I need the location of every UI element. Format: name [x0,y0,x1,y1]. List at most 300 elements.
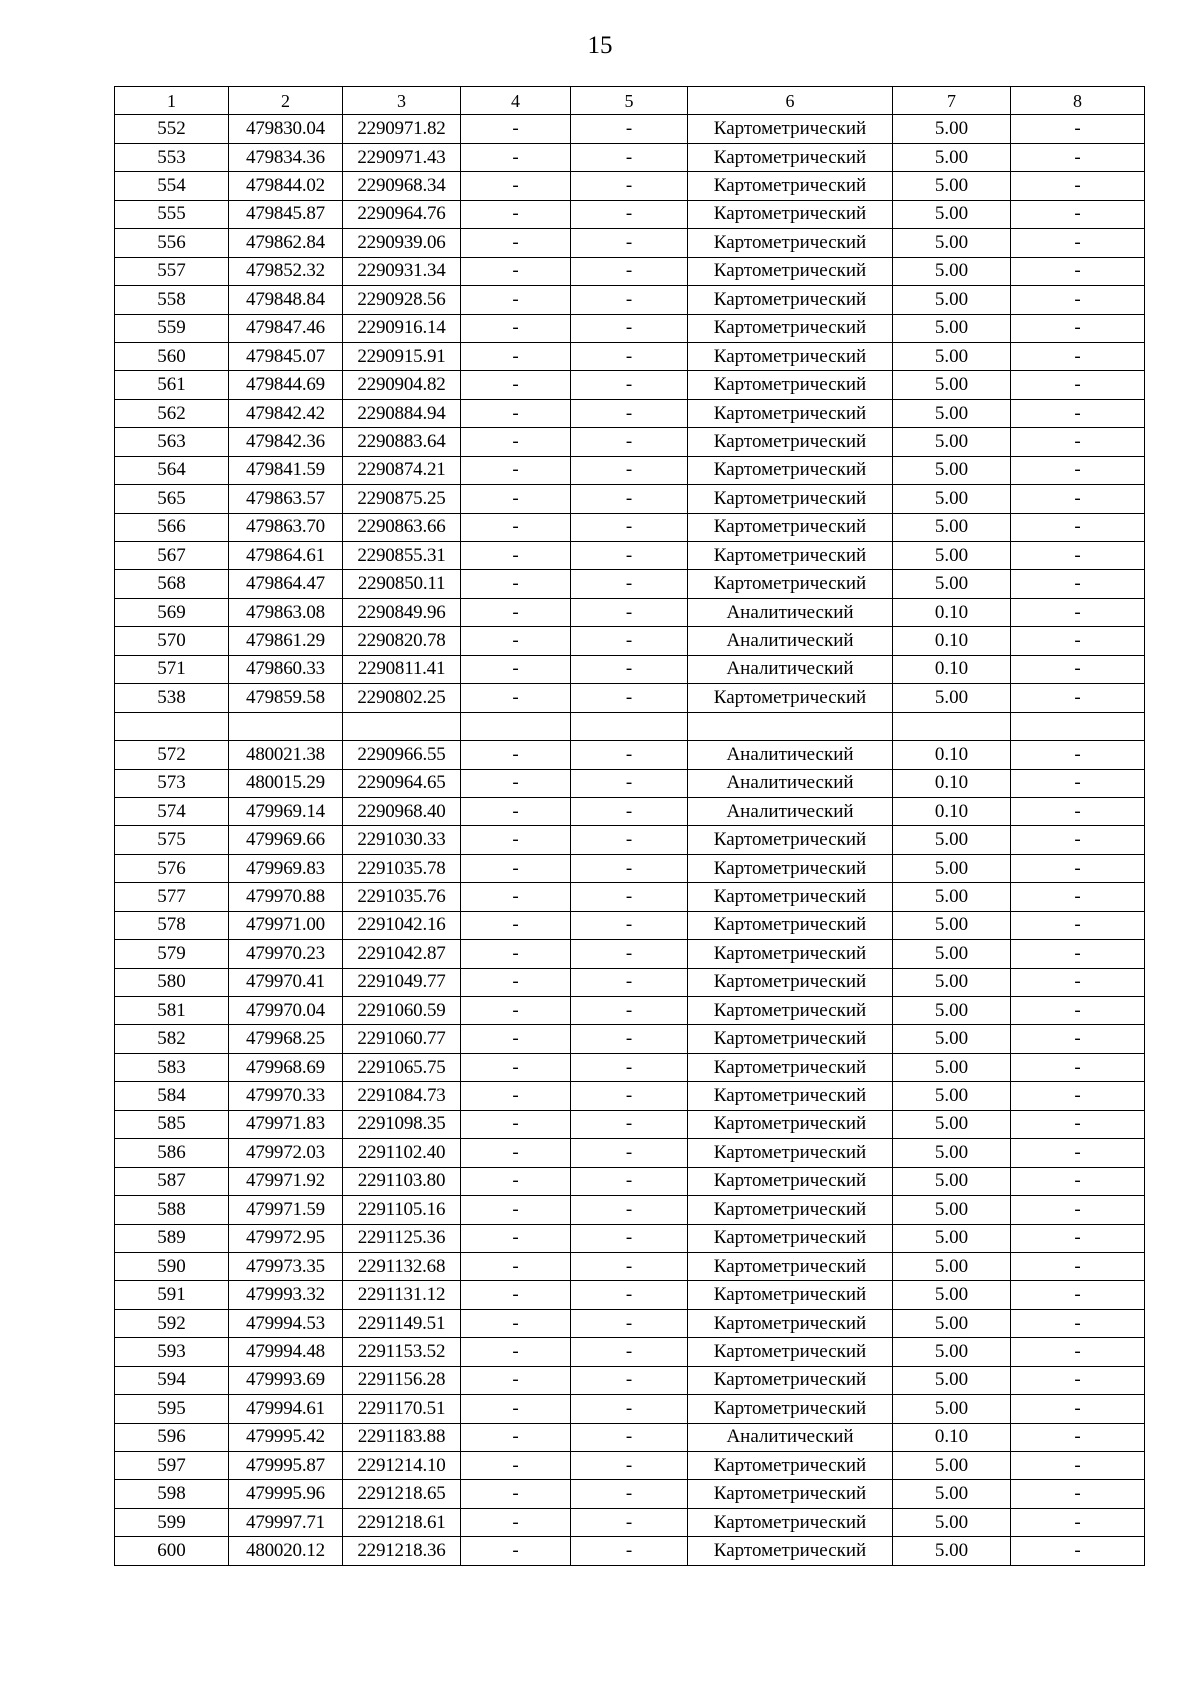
table-cell: 479842.36 [229,428,343,456]
table-cell: Картометрический [688,342,893,370]
table-cell: - [571,1366,688,1394]
table-cell: - [461,286,571,314]
table-cell: 479997.71 [229,1508,343,1536]
table-cell: 479845.07 [229,342,343,370]
table-cell: - [571,1423,688,1451]
table-cell: 2291060.77 [343,1025,461,1053]
table-cell: 555 [115,200,229,228]
table-cell: - [461,1452,571,1480]
table-cell: 479841.59 [229,456,343,484]
table-cell: 479860.33 [229,655,343,683]
table-cell: - [1011,172,1145,200]
table-cell: 597 [115,1452,229,1480]
table-cell: - [461,1167,571,1195]
table-row [115,741,1145,769]
table-cell: 479847.46 [229,314,343,342]
table-cell: - [571,1082,688,1110]
column-header: 6 [688,87,893,115]
table-cell: 2290968.34 [343,172,461,200]
table-cell: Картометрический [688,1508,893,1536]
table-cell: - [571,342,688,370]
table-cell: - [571,684,688,712]
table-cell: - [1011,854,1145,882]
table-cell: 479993.69 [229,1366,343,1394]
table-cell: 2291105.16 [343,1196,461,1224]
table-cell: 2290875.25 [343,485,461,513]
table-cell: 5.00 [893,1452,1011,1480]
table-row [115,854,1145,882]
table-cell: 2291218.36 [343,1537,461,1565]
table-cell: - [1011,1139,1145,1167]
table-cell: - [1011,342,1145,370]
table-cell: 5.00 [893,854,1011,882]
table-cell: - [571,1395,688,1423]
table-cell: 2290855.31 [343,542,461,570]
table-cell: 0.10 [893,627,1011,655]
table-cell: 576 [115,854,229,882]
table-cell [1011,712,1145,740]
table-cell: - [1011,200,1145,228]
table-cell: - [461,172,571,200]
table-row [115,286,1145,314]
table-cell: - [461,1395,571,1423]
table-cell: - [461,997,571,1025]
table-cell: - [461,314,571,342]
table-cell: - [1011,1537,1145,1565]
table-cell: - [1011,1423,1145,1451]
table-cell: - [571,997,688,1025]
table-cell: - [1011,1480,1145,1508]
table-cell: 5.00 [893,968,1011,996]
table-cell: 580 [115,968,229,996]
table-cell: - [571,314,688,342]
table-cell: 2291035.76 [343,883,461,911]
table-cell: 2290966.55 [343,741,461,769]
table-cell: - [1011,1309,1145,1337]
table-cell: 5.00 [893,940,1011,968]
table-cell: - [1011,1281,1145,1309]
table-cell: - [461,684,571,712]
table-cell: 567 [115,542,229,570]
table-cell: - [461,1338,571,1366]
table-cell: Картометрический [688,1252,893,1280]
table-cell: - [461,1139,571,1167]
table-cell: - [1011,456,1145,484]
table-cell: 5.00 [893,1537,1011,1565]
table-cell: 479862.84 [229,229,343,257]
table-cell: - [571,257,688,285]
table-cell: 554 [115,172,229,200]
table-cell: - [1011,883,1145,911]
table-cell: Картометрический [688,1537,893,1565]
table-cell: 2291049.77 [343,968,461,996]
table-cell: 5.00 [893,257,1011,285]
table-cell: - [1011,1110,1145,1138]
table-cell: - [571,428,688,456]
table-cell: - [461,627,571,655]
table-cell: 2290849.96 [343,598,461,626]
table-cell: 5.00 [893,911,1011,939]
table-cell: - [571,200,688,228]
table-row [115,1281,1145,1309]
table-cell: 5.00 [893,286,1011,314]
table-cell: 479995.87 [229,1452,343,1480]
table-cell: 2291030.33 [343,826,461,854]
table-row [115,1139,1145,1167]
table-row [115,968,1145,996]
table-cell: - [571,1224,688,1252]
table-cell: 2291098.35 [343,1110,461,1138]
table-row [115,1252,1145,1280]
table-cell: - [571,542,688,570]
table-cell: - [461,257,571,285]
table-cell: - [571,513,688,541]
table-cell: 5.00 [893,1395,1011,1423]
table-cell: 5.00 [893,826,1011,854]
table-cell: - [461,485,571,513]
column-header: 7 [893,87,1011,115]
table-cell: 479969.66 [229,826,343,854]
table-cell: - [461,1224,571,1252]
table-row [115,769,1145,797]
table-cell: Аналитический [688,769,893,797]
table-cell: 2291102.40 [343,1139,461,1167]
table-cell: 479971.83 [229,1110,343,1138]
table-cell: Картометрический [688,1309,893,1337]
table-cell: 479973.35 [229,1252,343,1280]
table-row [115,1110,1145,1138]
table-cell: Картометрический [688,1452,893,1480]
table-row [115,1025,1145,1053]
table-cell: 2290850.11 [343,570,461,598]
table-cell: - [461,342,571,370]
table-cell: 5.00 [893,997,1011,1025]
table-cell: Картометрический [688,826,893,854]
table-cell: Картометрический [688,257,893,285]
table-cell: - [571,399,688,427]
table-cell: 2290964.76 [343,200,461,228]
table-cell: 5.00 [893,1167,1011,1195]
column-header: 8 [1011,87,1145,115]
table-cell: 2291084.73 [343,1082,461,1110]
table-cell: - [1011,598,1145,626]
table-cell: Картометрический [688,1281,893,1309]
table-cell: - [571,1309,688,1337]
table-cell: 558 [115,286,229,314]
table-cell: 596 [115,1423,229,1451]
table-cell: 2290863.66 [343,513,461,541]
table-row [115,1366,1145,1394]
table-cell: 479972.03 [229,1139,343,1167]
table-cell: Картометрический [688,286,893,314]
table-cell: 598 [115,1480,229,1508]
table-cell: 479848.84 [229,286,343,314]
table-row [115,1423,1145,1451]
table-row [115,200,1145,228]
table-cell: 590 [115,1252,229,1280]
table-cell: 587 [115,1167,229,1195]
table-cell: - [1011,399,1145,427]
table-cell: - [1011,1196,1145,1224]
table-cell: - [461,1053,571,1081]
table-cell: 479830.04 [229,115,343,143]
table-cell: Картометрический [688,883,893,911]
table-cell: Картометрический [688,940,893,968]
table-cell: 479972.95 [229,1224,343,1252]
table-row [115,684,1145,712]
table-cell: 2291060.59 [343,997,461,1025]
table-cell [115,712,229,740]
table-cell: - [461,115,571,143]
table-cell: - [571,1196,688,1224]
table-row [115,1224,1145,1252]
table-cell: - [461,1110,571,1138]
table-cell: 600 [115,1537,229,1565]
table-cell: 2291042.16 [343,911,461,939]
table-cell: 479969.83 [229,854,343,882]
table-cell: Картометрический [688,570,893,598]
table-cell: - [571,1025,688,1053]
table-cell: Картометрический [688,1110,893,1138]
table-cell: - [461,229,571,257]
table-cell: - [571,286,688,314]
table-cell [343,712,461,740]
table-cell: 5.00 [893,115,1011,143]
table-cell: 552 [115,115,229,143]
table-cell: 591 [115,1281,229,1309]
table-cell: - [461,399,571,427]
table-cell: 479969.14 [229,797,343,825]
table-cell: - [1011,570,1145,598]
table-cell: 568 [115,570,229,598]
table-cell: Картометрический [688,456,893,484]
table-cell [688,712,893,740]
table-cell: 479852.32 [229,257,343,285]
table-cell: 5.00 [893,399,1011,427]
table-cell: 5.00 [893,1281,1011,1309]
table-cell: Картометрический [688,542,893,570]
table-cell: Картометрический [688,1366,893,1394]
table-cell: 2291132.68 [343,1252,461,1280]
table-cell: - [571,1053,688,1081]
table-cell [571,712,688,740]
table-cell: - [571,883,688,911]
table-cell: - [571,627,688,655]
table-cell: 2291183.88 [343,1423,461,1451]
table-cell: Картометрический [688,1082,893,1110]
table-cell: - [1011,655,1145,683]
table-cell: - [1011,143,1145,171]
table-cell: 582 [115,1025,229,1053]
table-cell: 564 [115,456,229,484]
table-cell: - [461,1366,571,1394]
table-cell: - [571,769,688,797]
table-cell: 594 [115,1366,229,1394]
table-cell: Картометрический [688,513,893,541]
table-cell: 5.00 [893,229,1011,257]
table-cell: 2290964.65 [343,769,461,797]
table-row [115,1537,1145,1565]
table-cell: 2290916.14 [343,314,461,342]
table-cell: 5.00 [893,1366,1011,1394]
table-cell: 585 [115,1110,229,1138]
table-cell: - [461,456,571,484]
table-cell: 2291156.28 [343,1366,461,1394]
table-cell: - [1011,428,1145,456]
page-number: 15 [587,32,613,59]
table-cell: 479844.02 [229,172,343,200]
table-row [115,371,1145,399]
table-cell: - [1011,627,1145,655]
table-cell: 479859.58 [229,684,343,712]
table-cell: 581 [115,997,229,1025]
table-cell: Картометрический [688,684,893,712]
table-cell: 586 [115,1139,229,1167]
table-cell: - [571,371,688,399]
table-cell: 479993.32 [229,1281,343,1309]
table-cell: Аналитический [688,1423,893,1451]
table-cell: 2291065.75 [343,1053,461,1081]
table-cell: 2291218.65 [343,1480,461,1508]
column-header: 3 [343,87,461,115]
table-cell: - [571,229,688,257]
table-cell: - [571,172,688,200]
table-cell: - [1011,741,1145,769]
table-cell: 2290931.34 [343,257,461,285]
table-cell: - [571,598,688,626]
table-cell: - [571,826,688,854]
table-row [115,627,1145,655]
table-cell: 2291153.52 [343,1338,461,1366]
table-cell: 0.10 [893,741,1011,769]
table-row [115,826,1145,854]
table-cell: - [1011,1366,1145,1394]
table-cell: - [1011,286,1145,314]
table-cell: - [1011,826,1145,854]
table-cell: Аналитический [688,598,893,626]
table-cell: 479845.87 [229,200,343,228]
table-row [115,342,1145,370]
table-row [115,1480,1145,1508]
table-row [115,314,1145,342]
table-cell: - [1011,1338,1145,1366]
table-row [115,655,1145,683]
table-cell: - [461,1082,571,1110]
table-cell: - [571,797,688,825]
table-cell: - [1011,769,1145,797]
table-cell: - [1011,1395,1145,1423]
table-cell: 480020.12 [229,1537,343,1565]
table-cell: 479863.70 [229,513,343,541]
table-cell: Картометрический [688,143,893,171]
table-cell: - [1011,1508,1145,1536]
table-row [115,143,1145,171]
table-cell: - [571,456,688,484]
table-cell: - [461,513,571,541]
table-cell: 5.00 [893,570,1011,598]
table-cell: 5.00 [893,542,1011,570]
table-cell: - [571,1480,688,1508]
table-row [115,797,1145,825]
table-cell: 592 [115,1309,229,1337]
table-cell: 5.00 [893,143,1011,171]
table-cell: Аналитический [688,655,893,683]
table-cell: 565 [115,485,229,513]
table-cell: - [461,598,571,626]
table-row [115,172,1145,200]
table-cell: - [1011,257,1145,285]
table-cell: 563 [115,428,229,456]
table-cell: 5.00 [893,485,1011,513]
table-cell: 0.10 [893,1423,1011,1451]
table-cell: 561 [115,371,229,399]
table-cell: 2290874.21 [343,456,461,484]
table-cell: 595 [115,1395,229,1423]
table-row [115,1082,1145,1110]
table-cell: - [461,1480,571,1508]
table-cell: Картометрический [688,997,893,1025]
table-cell: - [571,485,688,513]
table-cell: Аналитический [688,627,893,655]
table-cell: 2290811.41 [343,655,461,683]
table-cell: - [571,1537,688,1565]
table-row [115,997,1145,1025]
table-cell: - [571,1508,688,1536]
table-cell: 479863.57 [229,485,343,513]
table-cell: 5.00 [893,1252,1011,1280]
table-cell: 479971.59 [229,1196,343,1224]
table-row [115,1508,1145,1536]
table-cell: Картометрический [688,428,893,456]
table-cell: - [1011,968,1145,996]
table-row [115,1309,1145,1337]
table-cell: 5.00 [893,314,1011,342]
table-cell: 2290971.82 [343,115,461,143]
table-cell: Картометрический [688,911,893,939]
table-cell: - [461,1252,571,1280]
table-cell: Картометрический [688,1395,893,1423]
table-cell: 571 [115,655,229,683]
table-cell: 574 [115,797,229,825]
table-row [115,940,1145,968]
table-cell: - [1011,513,1145,541]
table-cell: 0.10 [893,598,1011,626]
table-cell: - [1011,542,1145,570]
table-cell: - [1011,1167,1145,1195]
table-cell: 479970.04 [229,997,343,1025]
table-cell: - [571,1338,688,1366]
table-cell: Картометрический [688,968,893,996]
table-cell: Картометрический [688,1196,893,1224]
table-row [115,1395,1145,1423]
table-cell: - [1011,485,1145,513]
table-cell: - [1011,1224,1145,1252]
table-cell: 589 [115,1224,229,1252]
table-cell: - [1011,115,1145,143]
table-cell: 479970.41 [229,968,343,996]
table-cell: 559 [115,314,229,342]
table-cell: 573 [115,769,229,797]
table-cell: - [461,797,571,825]
table-cell: Картометрический [688,1224,893,1252]
table-cell: 479864.61 [229,542,343,570]
table-cell: - [571,940,688,968]
table-row [115,911,1145,939]
table-header-row [115,87,1145,115]
table-cell: 578 [115,911,229,939]
table-cell: - [461,769,571,797]
table-cell: 2291131.12 [343,1281,461,1309]
